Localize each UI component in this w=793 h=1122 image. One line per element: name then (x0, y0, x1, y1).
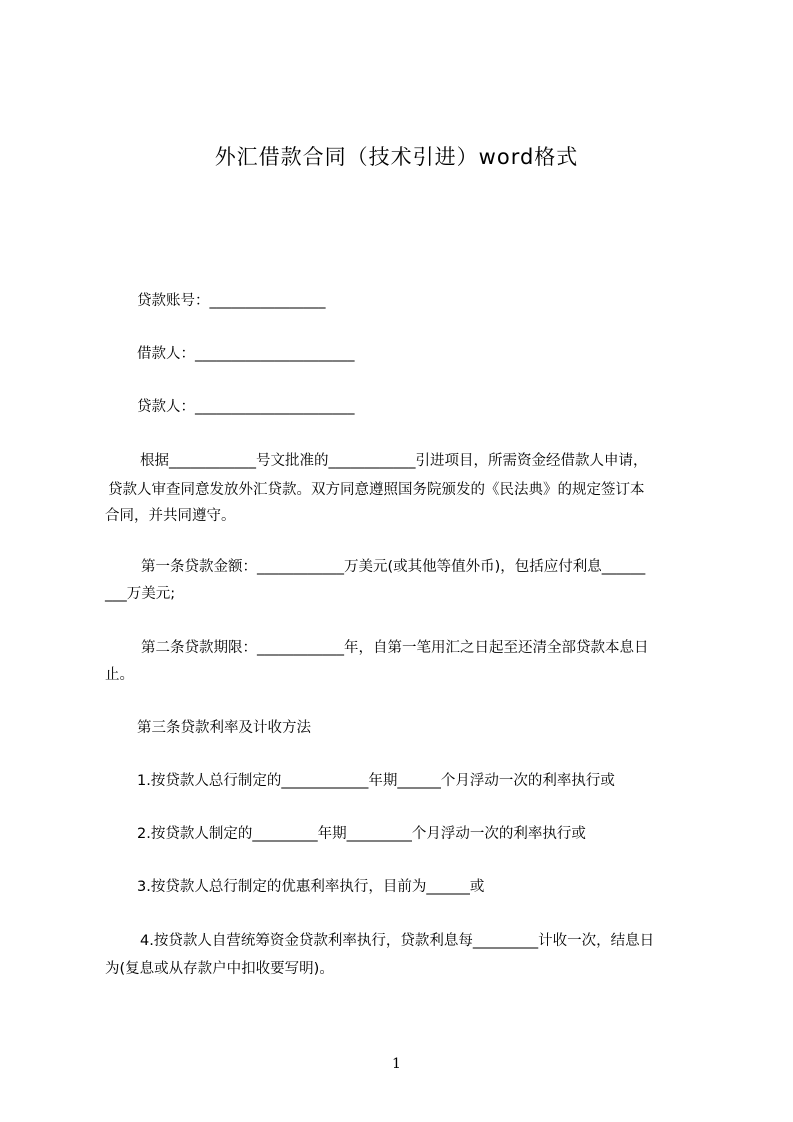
article-1-line-2: ___万美元; (105, 586, 176, 602)
lender-field: 贷款人：______________________ (137, 399, 355, 415)
document-title: 外汇借款合同（技术引进）word格式 (214, 145, 579, 169)
article-3-item-2: 2.按贷款人制定的_________年期_________个月浮动一次的利率执行或 (137, 826, 586, 842)
article-3-item-4-continuation: 为(复息或从存款户中扣收要写明)。 (105, 961, 334, 977)
article-3-item-1: 1.按贷款人总行制定的____________年期______个月浮动一次的利率执行或 (137, 773, 615, 789)
article-2-line-2: 止。 (105, 667, 134, 683)
article-3-heading: 第三条贷款利率及计收方法 (137, 720, 311, 736)
article-3-item-4: 4.按贷款人自营统筹资金贷款利率执行，贷款利息每_________计收一次，结息日 (140, 933, 655, 949)
loan-account-field: 贷款账号：________________ (137, 293, 326, 309)
article-1-line-1: 第一条贷款金额：____________万美元(或其他等值外币)，包括应付利息______ (141, 559, 646, 575)
preamble-line-2: 贷款人审查同意发放外汇贷款。双方同意遵照国务院颁发的《民法典》的规定签订本 (108, 482, 645, 498)
preamble-line-1: 根据____________号文批准的____________引进项目，所需资金经借款人申请， (140, 453, 648, 469)
preamble-line-3: 合同，并共同遵守。 (105, 508, 236, 524)
page-number: 1 (392, 1056, 401, 1072)
borrower-field: 借款人：______________________ (137, 346, 355, 362)
article-3-item-3: 3.按贷款人总行制定的优惠利率执行，目前为______或 (137, 879, 485, 895)
article-2-line-1: 第二条贷款期限：____________年，自第一笔用汇之日起至还清全部贷款本息日 (141, 640, 649, 656)
